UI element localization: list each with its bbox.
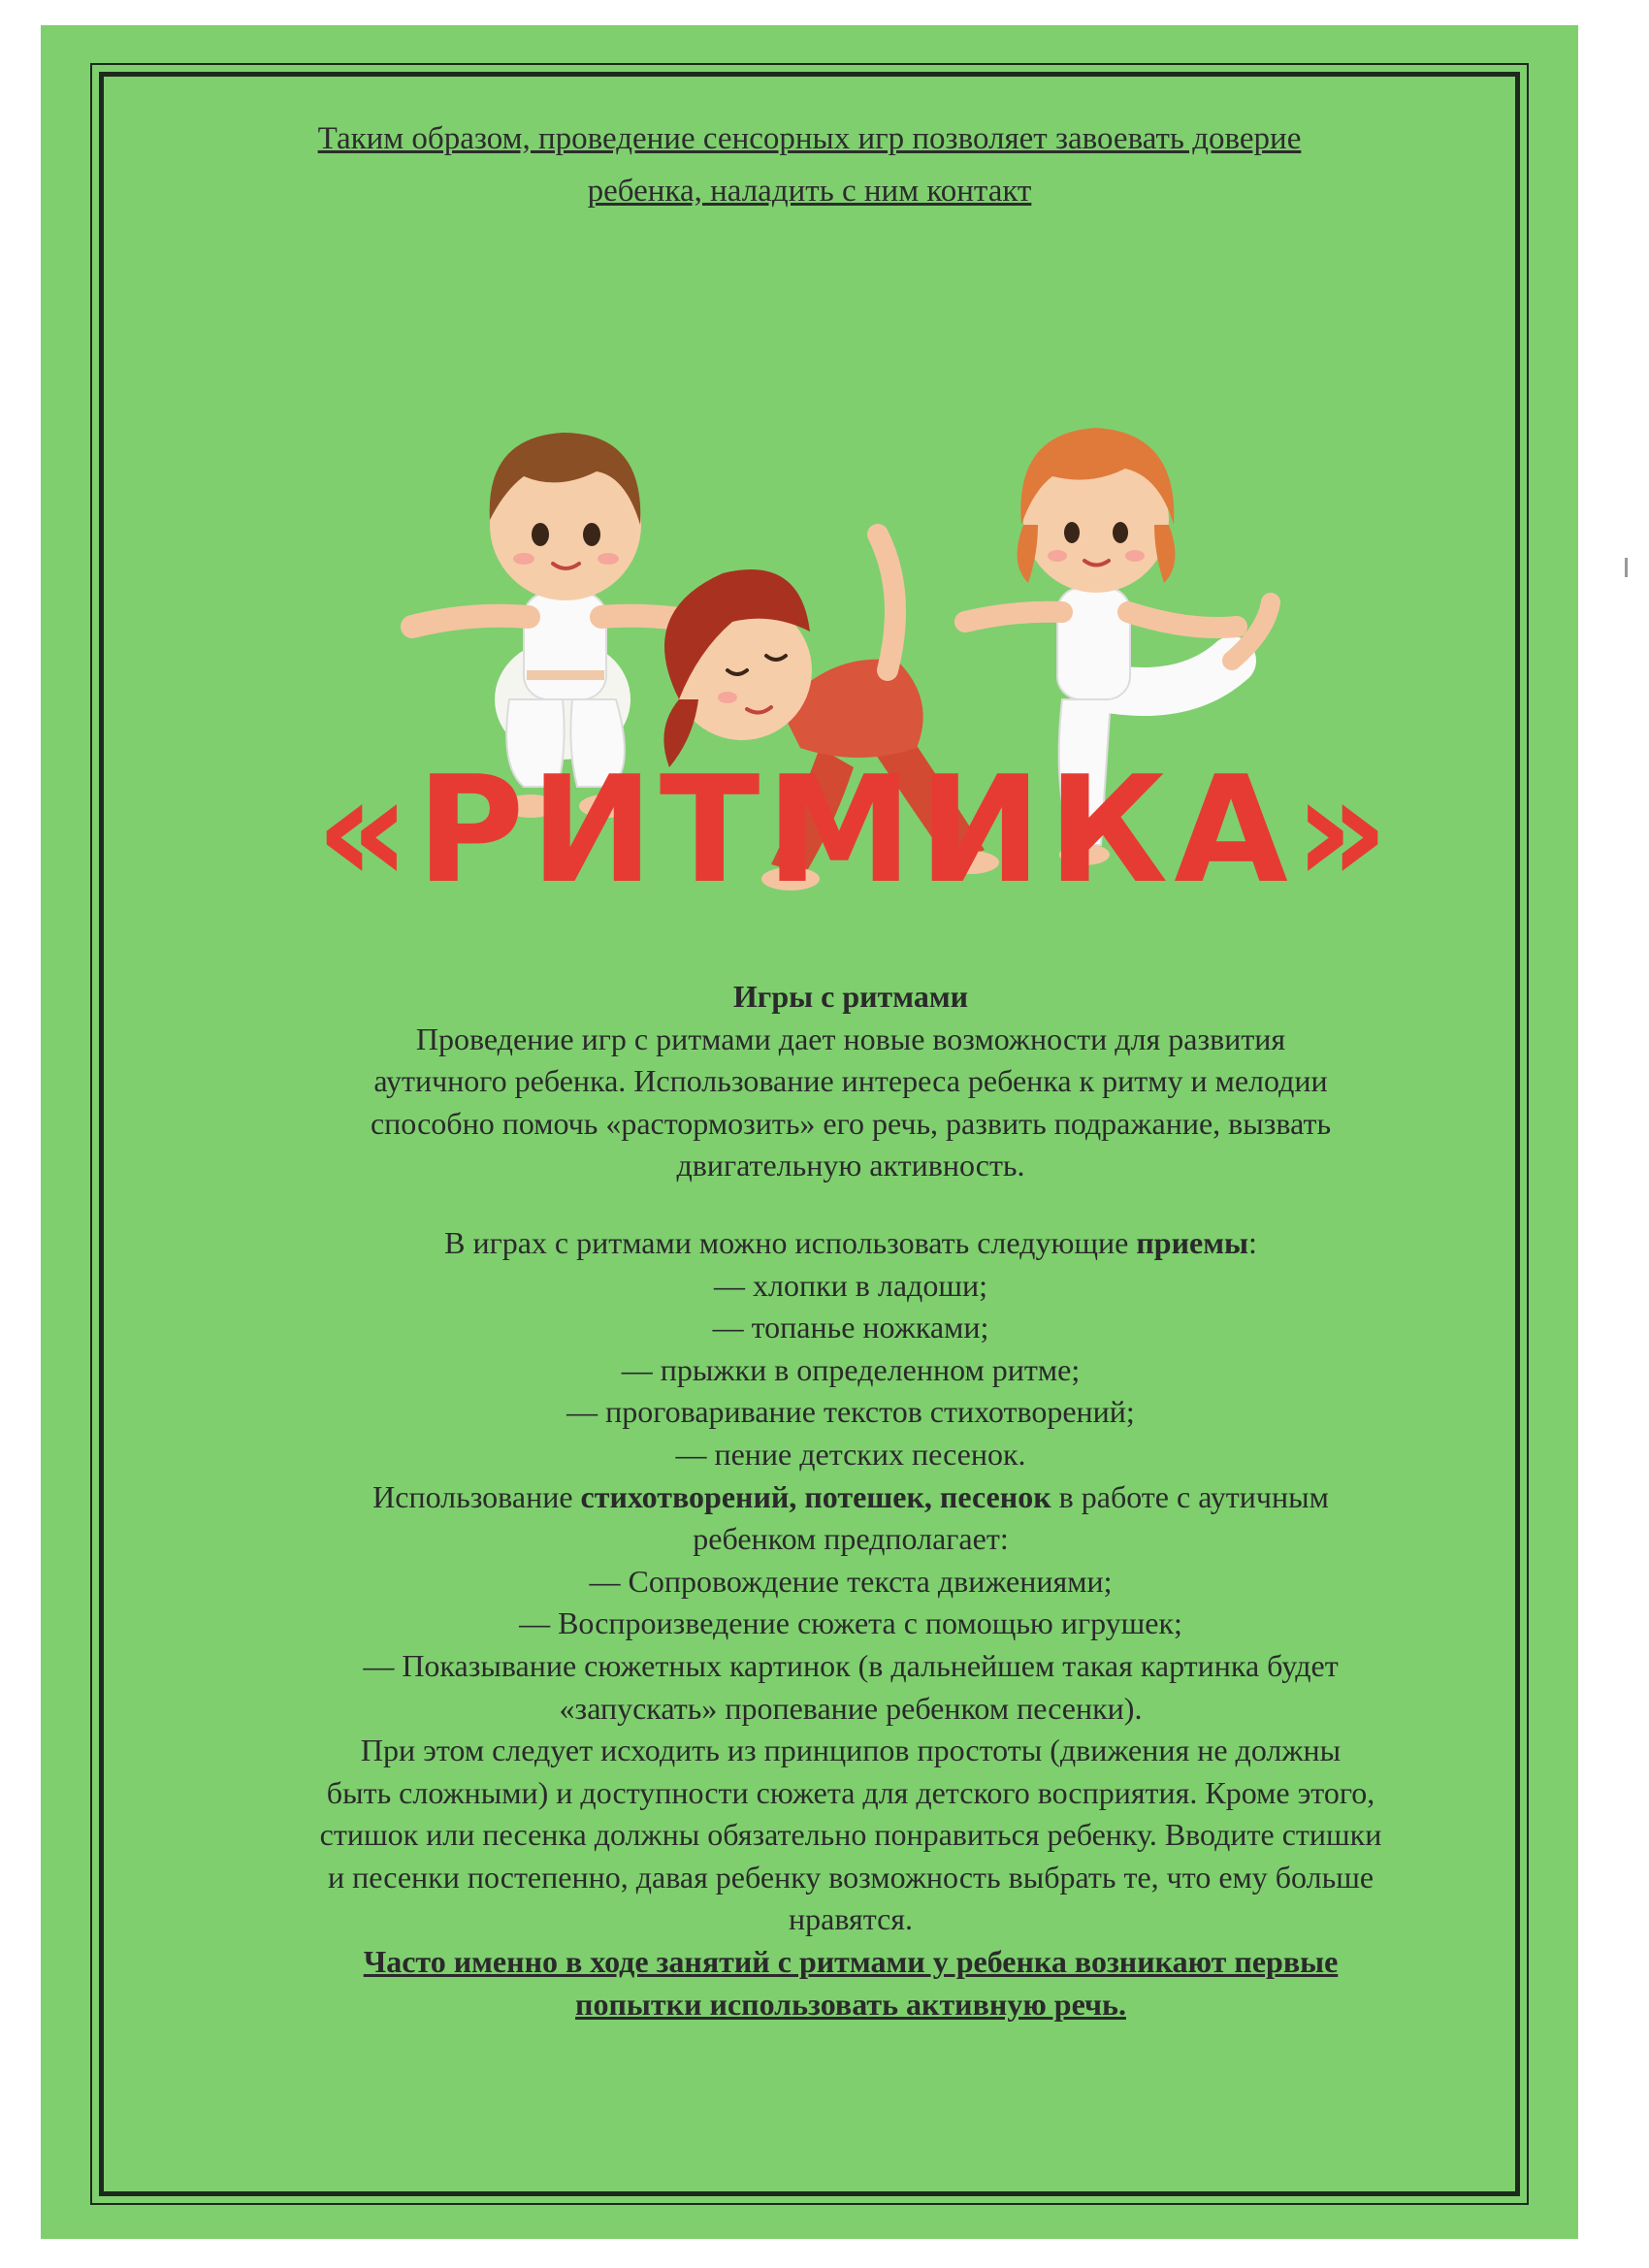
usage-keywords: стихотворений, потешек, песенок [580,1478,1051,1514]
paragraph-line: стишок или песенка должны обязательно понравиться ребенку. Вводите стишки [319,1817,1382,1853]
technique-item: — хлопки в ладоши; [714,1267,987,1303]
paragraph-line: аутичного ребенка. Использование интереса ребенка к ритму и мелодии [373,1063,1328,1099]
poster-title: «РИТМИКА» [315,744,1396,916]
techniques-intro-colon: : [1247,1224,1257,1260]
final-emphasis-line: попытки использовать активную речь. [575,1986,1126,2022]
paragraph-line: двигательную активность. [676,1148,1025,1183]
technique-item: — проговаривание текстов стихотворений; [566,1394,1135,1430]
paragraph-line: При этом следует исходить из принципов простоты (движения не должны [360,1733,1342,1768]
usage-intro [196,1476,1505,1519]
intro-line: Таким образом, проведение сенсорных игр позволяет завоевать доверие [317,121,1302,156]
poster-sheet [41,25,1578,2239]
usage-item: — Показывание сюжетных картинок (в дальнейшем такая картинка будет [363,1647,1339,1683]
techniques-intro [196,1222,1505,1265]
techniques-keyword: приемы [1136,1224,1248,1260]
paragraph-line: быть сложными) и доступности сюжета для детского восприятия. Кроме этого, [326,1774,1375,1810]
paragraph-line: и песенки постепенно, давая ребенку возможность выбрать те, что ему больше [327,1859,1374,1895]
usage-intro-tail: в работе с аутичным [1051,1478,1329,1514]
usage-item: «запускать» пропевание ребенком песенки). [559,1690,1143,1726]
intro-text [41,113,1578,217]
usage-intro-text: Использование [372,1478,581,1514]
usage-item: — Воспроизведение сюжета с помощью игрушек; [519,1605,1182,1641]
technique-item: — топанье ножками; [712,1310,989,1345]
technique-item: — прыжки в определенном ритме; [621,1351,1081,1387]
technique-item: — пение детских песенок. [675,1436,1026,1472]
usage-item: — Сопровождение текста движениями; [589,1563,1113,1599]
paragraph-line: Проведение игр с ритмами дает новые возможности для развития [415,1021,1286,1056]
paragraph-line: способно помочь «растормозить» его речь, развить подражание, вызвать [370,1105,1332,1141]
final-emphasis-line: Часто именно в ходе занятий с ритмами у ребенка возникают первые [363,1944,1339,1980]
main-content [196,976,1505,2025]
paragraph-line: нравятся. [788,1901,914,1937]
intro-line: ребенка, наладить с ним контакт [587,174,1032,209]
usage-intro-line2: ребенком предполагает: [693,1521,1009,1557]
section-heading: Игры с ритмами [732,979,969,1014]
scan-edge-mark [1625,558,1628,577]
techniques-intro-text: В играх с ритмами можно использовать следующие [444,1224,1137,1260]
